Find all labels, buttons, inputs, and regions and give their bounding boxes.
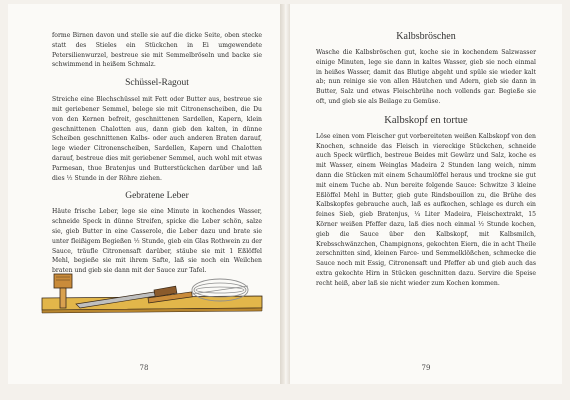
book-gutter xyxy=(280,4,290,384)
recipe-heading-kalbskopf-en-tortue: Kalbskopf en tortue xyxy=(384,114,468,126)
recipe-text-schuessel-ragout: Streiche eine Blechschüssel mit Fett oder Butter aus, bestreue sie mit geriebener Semmel, belege sie mit Citronenscheiben, die Du von den Kernen befreit, geschnittenen Sardellen, Kapern, klein geschnittenen Chalotten aus, dann gieb den kalten, in dünne Scheiben geschnittenen Kalbs- oder auch anderen Braten darauf, lege wieder Citronenscheiben, Sardellen, Kapern und Chalotten darauf, bestreue dies mit geriebener Semmel, auch wohl mit etwas Parmesan, thue Bratenjus und Butterstückchen darüber und laß dies ½ Stunde in der Röhre ziehen. xyxy=(52,96,262,182)
recipe-heading-kalbsbroeschen: Kalbsbröschen xyxy=(396,31,456,42)
recipe-text-gebratene-leber: Häute frische Leber, lege sie eine Minute in kochendes Wasser, schneide Speck in dünne Streifen, spicke die Leber schön, salze sie, gieb Butter in eine Casserole, die Leber dazu und brate sie unter fleißigem Begießen ½ Stunde, gieb ein Glas Rothwein zu der Sauce, träufle Citronensaft darüber, stäube sie mit 1 Eßlöffel Mehl, begieße sie mit ihrem Safte, laß sie noch ein Weilchen braten und gieb sie dann mit der Sauce zur Tafel. xyxy=(52,208,262,275)
left-page xyxy=(8,4,280,384)
recipe-heading-gebratene-leber: Gebratene Leber xyxy=(125,191,189,202)
kitchen-tools-illustration xyxy=(36,268,266,314)
recipe-heading-schuessel-ragout: Schüssel-Ragout xyxy=(125,78,189,89)
page-number-left: 78 xyxy=(139,364,149,372)
right-page xyxy=(290,4,562,384)
intro-paragraph: forme Birnen davon und stelle sie auf die dicke Seite, oben stecke statt des Stieles ein Stückchen in Ei umgewendete Petersilienwurzel, bestreue sie mit Semmelbröseln und backe sie schwimmend in heißem Schmalz. xyxy=(52,32,262,69)
recipe-text-kalbsbroeschen: Wasche die Kalbsbröschen gut, koche sie in kochendem Salzwasser einige Minuten, lege sie dann in kaltes Wasser, gieb sie noch einmal in heißes Wasser, damit das Blutige abgeht und spüle sie wieder kalt ab; nun reinige sie von allen Häutchen und Adern, gieb sie dann in Butter, Salz und etwas Fleischbrühe noch vollends gar. Begieße sie oft, und gieb sie als Beilage zu Gemüse. xyxy=(316,49,536,105)
page-number-right: 79 xyxy=(421,364,431,372)
recipe-text-kalbskopf-en-tortue: Löse einen vom Fleischer gut vorbereiteten weißen Kalbskopf von den Knochen, schneide das Fleisch in viereckige Stückchen, schneide auch Speck würflich, bestreue Beides mit Gewürz und Salz, koche es mit Wasser, einem Weinglas Madeira 2 Stunden lang weich, nimm dann die Stücken mit einem Schaumlöffel heraus und trockne sie gut mit einem Tuche ab. Nun bereite folgende Sauce: Schwitze 3 kleine Eßlöffel Mehl in Butter, gieb gute Rindsbouillon zu, die Brühe des Kalbskopfes gebrauche auch, laß es aufkochen, schlage es durch ein feines Sieb, gieb Bratenjus, ¼ Liter Madeira, Fleischextrakt, 15 Körner weißen Pfeffer dazu, laß dies noch einmal ½ Stunde kochen, gieb die Sauce über den Kalbskopf, mit Kalbsmilch, Krebsschwänzchen, Champignons, gekochten Eiern, die in acht Theile zerschnitten sind, kleinen Farce- und Semmelklößchen, schmecke die Sauce noch mit Essig, Citronensaft und Pfeffer ab und gieb auch das extra gekochte Hirn in Stücken geschnitten dazu. Servire die Speise recht heiß, aber laß sie nicht wieder zum Kochen kommen. xyxy=(316,132,536,287)
